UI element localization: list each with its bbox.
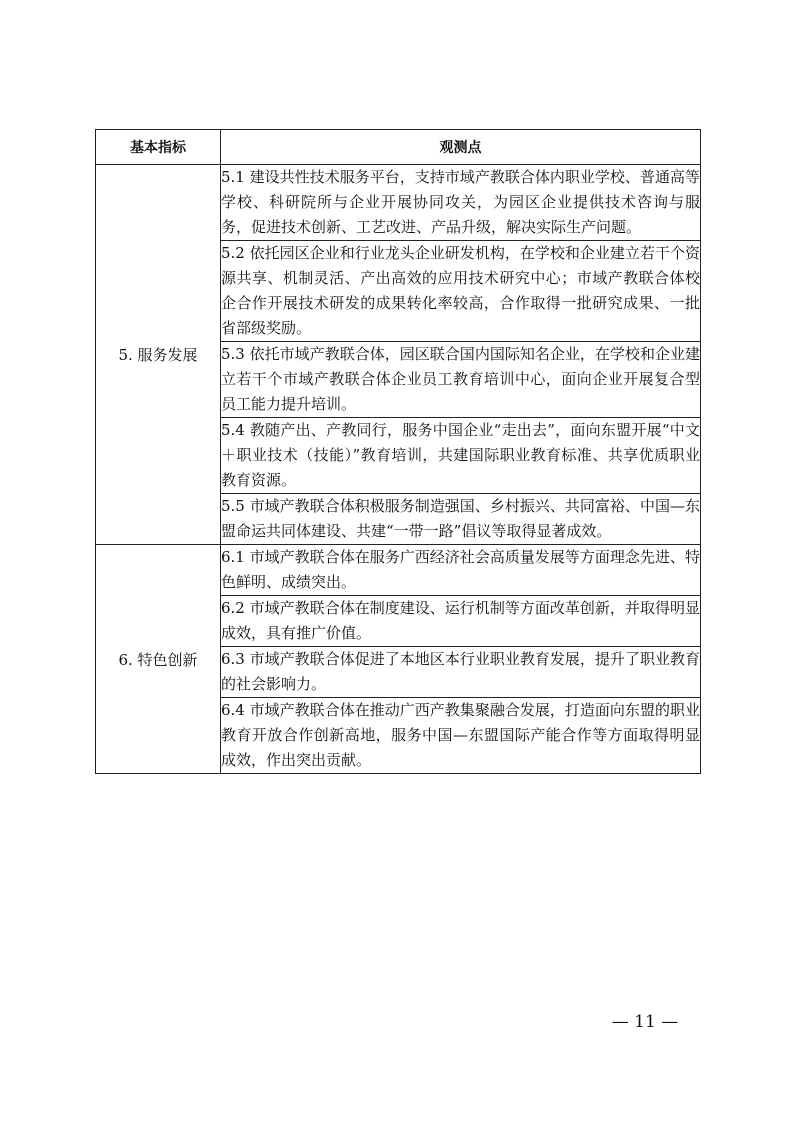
evaluation-criteria-table (95, 129, 701, 774)
observation-point-5-3: 5.3 依托市域产教联合体，园区联合国内国际知名企业，在学校和企业建立若干个市域产教联合体企业员工教育培训中心，面向企业开展复合型员工能力提升培训。 (221, 342, 701, 418)
observation-point-5-2: 5.2 依托园区企业和行业龙头企业研发机构，在学校和企业建立若干个资源共享、机制灵活、产出高效的应用技术研究中心；市域产教联合体校企合作开展技术研发的成果转化率较高，合作取得一批研究成果、一批省部级奖励。 (221, 241, 701, 342)
observation-point-6-4: 6.4 市域产教联合体在推动广西产教集聚融合发展，打造面向东盟的职业教育开放合作创新高地，服务中国—东盟国际产能合作等方面取得明显成效，作出突出贡献。 (221, 698, 701, 774)
observation-point-5-4: 5.4 教随产出、产教同行，服务中国企业“走出去”，面向东盟开展“中文＋职业技术（技能）”教育培训，共建国际职业教育标准、共享优质职业教育资源。 (221, 418, 701, 494)
page-number: — 11 — (611, 1012, 679, 1032)
observation-point-6-3: 6.3 市域产教联合体促进了本地区本行业职业教育发展，提升了职业教育的社会影响力。 (221, 647, 701, 698)
observation-point-6-2: 6.2 市域产教联合体在制度建设、运行机制等方面改革创新，并取得明显成效，具有推广价值。 (221, 596, 701, 647)
header-basic-indicator: 基本指标 (96, 130, 221, 165)
observation-point-5-1: 5.1 建设共性技术服务平台，支持市域产教联合体内职业学校、普通高等学校、科研院所与企业开展协同攻关，为园区企业提供技术咨询与服务，促进技术创新、工艺改进、产品升级，解决实际生产问题。 (221, 165, 701, 241)
indicator-service-development: 5. 服务发展 (96, 165, 221, 545)
header-observation-point: 观测点 (221, 130, 701, 165)
table-row (96, 165, 701, 241)
table-header-row (96, 130, 701, 165)
table-row (96, 545, 701, 596)
indicator-feature-innovation: 6. 特色创新 (96, 545, 221, 774)
observation-point-5-5: 5.5 市域产教联合体积极服务制造强国、乡村振兴、共同富裕、中国—东盟命运共同体建设、共建“一带一路”倡议等取得显著成效。 (221, 494, 701, 545)
observation-point-6-1: 6.1 市域产教联合体在服务广西经济社会高质量发展等方面理念先进、特色鲜明、成绩突出。 (221, 545, 701, 596)
